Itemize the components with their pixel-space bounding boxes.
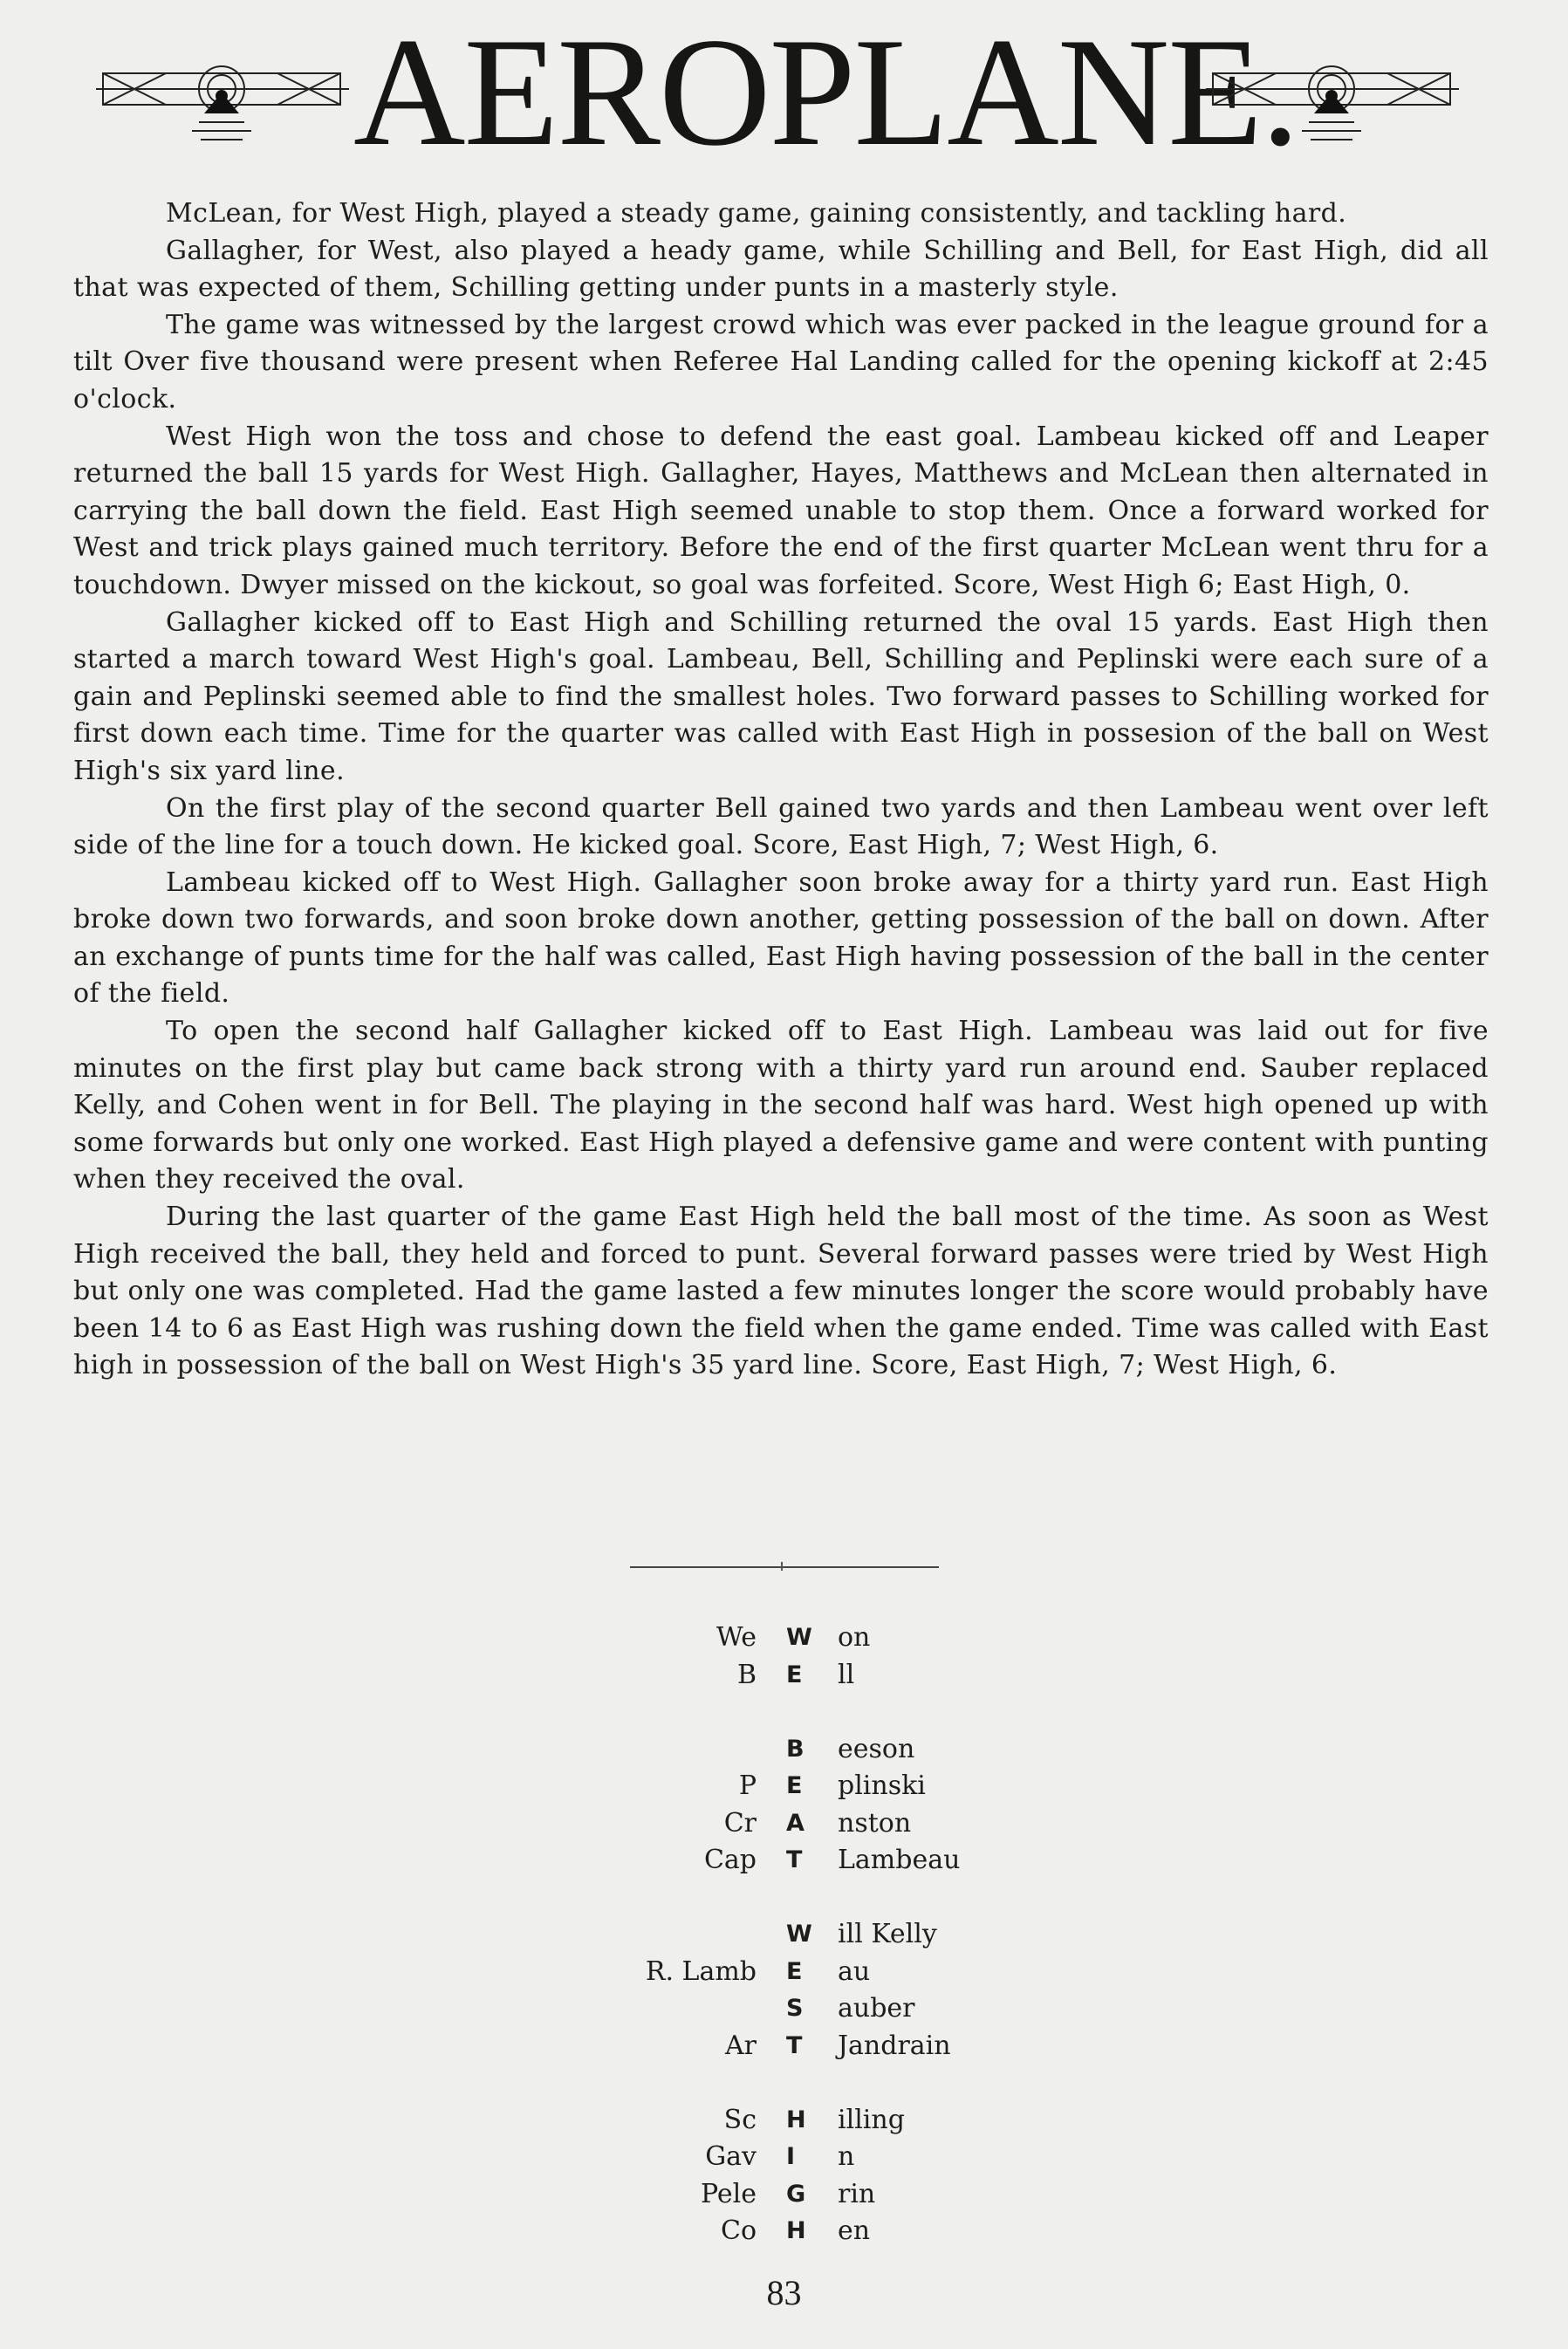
acrostic-prefix: B xyxy=(736,1659,757,1690)
acrostic-row xyxy=(0,1768,1568,1805)
acrostic-row xyxy=(0,1990,1568,2028)
acrostic-row xyxy=(0,1657,1568,1695)
acrostic-suffix: ill Kelly xyxy=(838,1919,937,1949)
article-paragraph: To open the second half Gallagher kicked off to East High. Lambeau was laid out for five minutes on the first play but came back strong with a thirty yard run around end. Sauber replaced Kelly, and Cohen went in for Bell. The playing in the second half was hard. West high opened up with some forwards but only one worked. East High played a defensive game and were content with punting when they received the oval. xyxy=(73,1016,1489,1195)
acrostic-row xyxy=(0,2102,1568,2140)
acrostic-prefix: Gav xyxy=(705,2141,757,2172)
acrostic-suffix: on xyxy=(838,1622,871,1653)
acrostic-row xyxy=(0,1842,1568,1880)
article-paragraph: During the last quarter of the game East High held the ball most of the time. As soon as West High received the ball, they held and forced to punt. Several forward passes were tried by West High but only one was completed. Had the game lasted a few minutes longer the score would probably have been 14 to 6 as East High was rushing down the field when the game ended. Time was called with East high in possession of the ball on West High's 35 yard line. Score, East High, 7; West High, 6. xyxy=(73,1202,1489,1381)
acrostic-row xyxy=(0,1954,1568,1991)
acrostic-prefix: Pele xyxy=(701,2178,757,2209)
acrostic-letter: G xyxy=(786,2180,806,2208)
article-paragraph: On the first play of the second quarter Bell gained two yards and then Lambeau went over left side of the line for a touch down. He kicked goal. Score, East High, 7; West High, 6. xyxy=(73,792,1489,861)
page-number: 83 xyxy=(766,2273,802,2312)
acrostic-suffix: plinski xyxy=(838,1770,926,1801)
article-paragraph: West High won the toss and chose to defend the east goal. Lambeau kicked off and Leaper returned the ball 15 yards for West High. Gallagher, Hayes, Matthews and McLean then alternated in carrying the ball down the field. East High seemed unable to stop them. Once a forward worked for West and trick plays gained much territory. Before the end of the first quarter McLean went thru for a touchdown. Dwyer missed on the kickout, so goal was forfeited. Score, West High 6; East High, 0. xyxy=(73,421,1489,600)
section-divider xyxy=(630,1566,939,1568)
acrostic-letter: S xyxy=(786,1995,804,2022)
acrostic-letter: E xyxy=(786,1661,803,1688)
article-paragraph: Lambeau kicked off to West High. Gallagher soon broke away for a thirty yard run. East High broke down two forwards, and soon broke down another, getting possession of the ball on down. After an exchange of punts time for the half was called, East High having possession of the ball in the center of the field. xyxy=(73,866,1489,1010)
article-body xyxy=(73,195,1489,1385)
acrostic-prefix: Ar xyxy=(724,2030,757,2061)
page-title: AEROPLANE. xyxy=(353,5,1298,178)
article-paragraph: McLean, for West High, played a steady game, gaining consistently, and tackling hard. xyxy=(166,198,1347,229)
acrostic-suffix: auber xyxy=(838,1993,915,2024)
acrostic-row xyxy=(0,2213,1568,2250)
acrostic-letter: B xyxy=(786,1735,805,1763)
acrostic-row xyxy=(0,1805,1568,1843)
acrostic-suffix: nston xyxy=(838,1807,912,1839)
acrostic-letter: I xyxy=(786,2143,796,2170)
acrostic-suffix: Jandrain xyxy=(838,2030,951,2061)
acrostic-suffix: eeson xyxy=(838,1733,915,1764)
acrostic-prefix: Cr xyxy=(723,1807,757,1839)
acrostic-letter: W xyxy=(786,1921,812,1948)
acrostic-letter: H xyxy=(786,2217,806,2244)
acrostic-roster xyxy=(0,1620,1568,2250)
acrostic-prefix: Cap xyxy=(703,1845,757,1875)
acrostic-suffix: au xyxy=(838,1955,871,1987)
acrostic-suffix: n xyxy=(838,2141,855,2172)
acrostic-letter: W xyxy=(786,1624,812,1651)
acrostic-row xyxy=(0,1620,1568,1657)
acrostic-suffix: rin xyxy=(838,2178,876,2209)
acrostic-suffix: ll xyxy=(838,1659,855,1690)
acrostic-suffix: illing xyxy=(838,2104,905,2135)
article-paragraph: Gallagher, for West, also played a heady game, while Schilling and Bell, for East High, did all that was expected of them, Schilling getting under punts in a masterly style. xyxy=(73,235,1489,304)
acrostic-letter: T xyxy=(786,1846,803,1873)
article-paragraph: The game was witnessed by the largest crowd which was ever packed in the league ground for a tilt Over five thousand were present when Referee Hal Landing called for the opening kickoff at 2:45 o'clock. xyxy=(73,309,1489,414)
acrostic-letter: T xyxy=(786,2031,803,2059)
acrostic-suffix: en xyxy=(838,2215,871,2246)
acrostic-prefix: We xyxy=(716,1622,757,1653)
acrostic-row xyxy=(0,1731,1568,1769)
acrostic-row xyxy=(0,1916,1568,1954)
acrostic-letter: H xyxy=(786,2106,806,2133)
biplane-icon xyxy=(96,61,349,157)
acrostic-letter: E xyxy=(786,1957,803,1985)
masthead xyxy=(0,5,1568,178)
acrostic-suffix: Lambeau xyxy=(838,1845,961,1875)
acrostic-prefix: Sc xyxy=(723,2104,757,2135)
acrostic-row xyxy=(0,2139,1568,2176)
acrostic-prefix: P xyxy=(738,1770,757,1801)
biplane-icon xyxy=(1206,61,1459,157)
section-divider-tick xyxy=(781,1562,783,1571)
acrostic-prefix: R. Lamb xyxy=(645,1955,757,1987)
acrostic-row xyxy=(0,2176,1568,2214)
acrostic-prefix: Co xyxy=(720,2215,757,2246)
acrostic-letter: A xyxy=(786,1809,805,1837)
acrostic-letter: E xyxy=(786,1772,803,1799)
acrostic-row xyxy=(0,2028,1568,2065)
article-paragraph: Gallagher kicked off to East High and Schilling returned the oval 15 yards. East High then started a march toward West High's goal. Lambeau, Bell, Schilling and Peplinski were each sure of a gain and Peplinski seemed able to find the smallest holes. Two forward passes to Schilling worked for first down each time. Time for the quarter was called with East High in possesion of the ball on West High's six yard line. xyxy=(73,606,1489,786)
